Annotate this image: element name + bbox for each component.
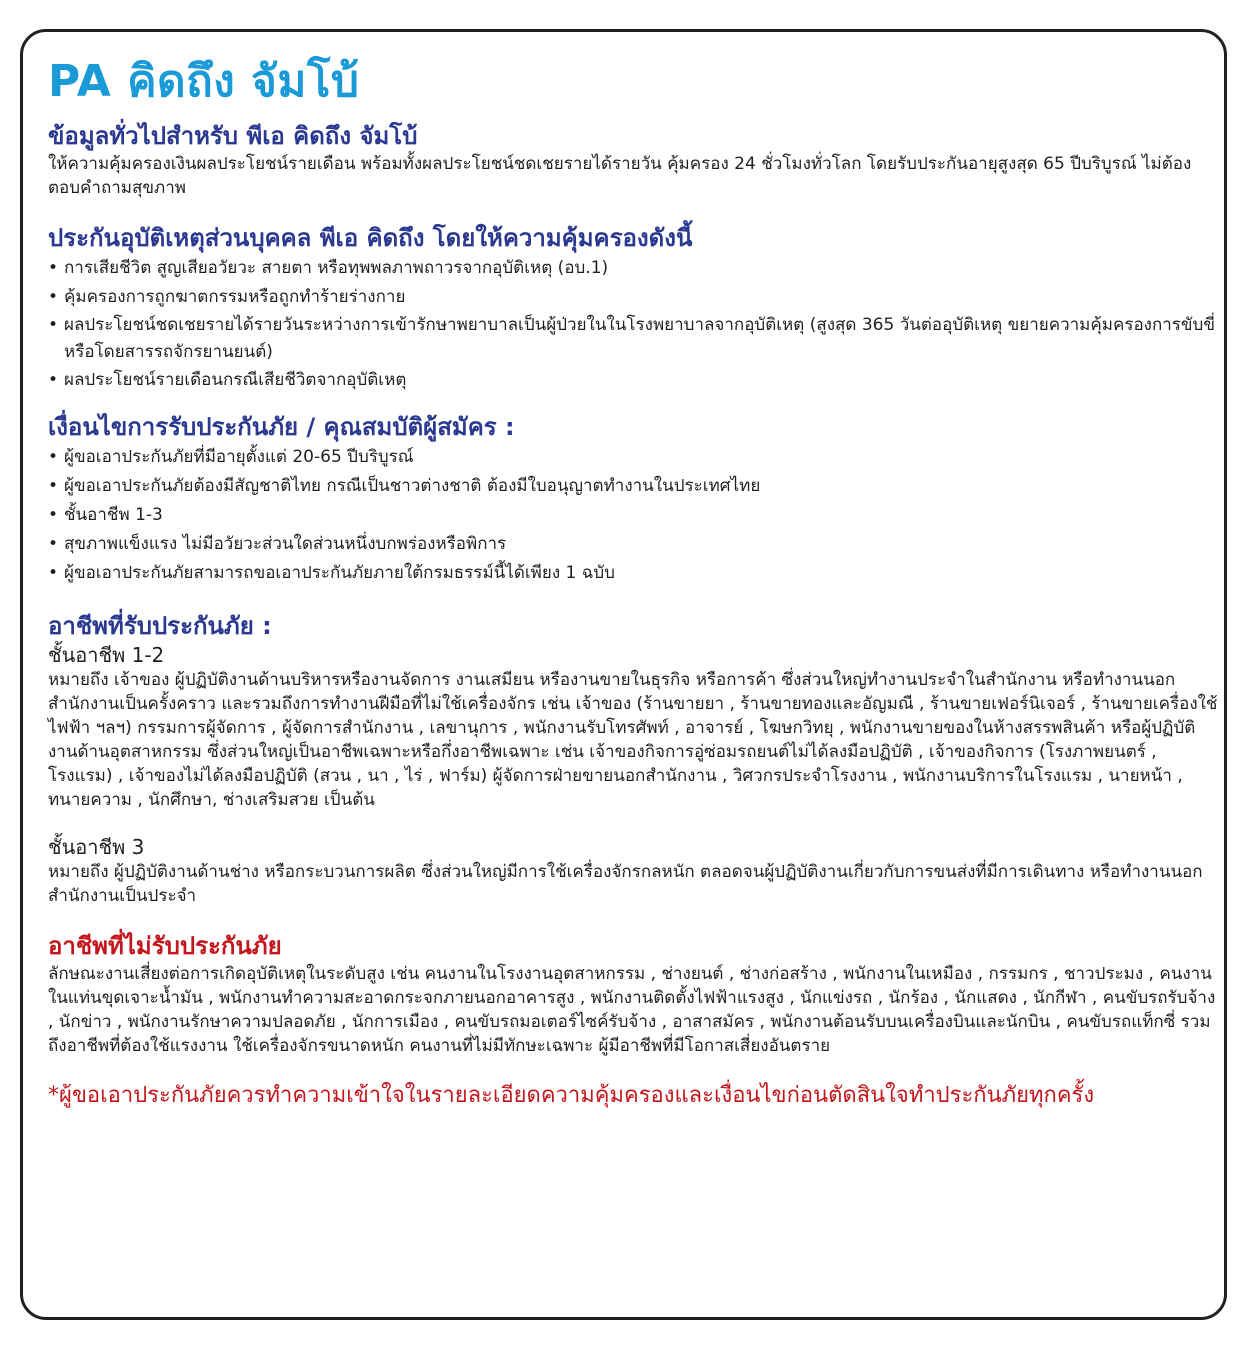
bullet-icon: • — [48, 476, 59, 496]
page-content — [48, 52, 1218, 1112]
excluded-heading: อาชีพที่ไม่รับประกันภัย — [48, 932, 282, 960]
list-item — [48, 312, 1218, 366]
bullet-icon: • — [48, 563, 59, 583]
condition-item-text: ชั้นอาชีพ 1-3 — [64, 505, 163, 525]
class-1-2-label: ชั้นอาชีพ 1-2 — [48, 643, 165, 667]
bullet-icon: • — [48, 258, 59, 278]
list-item — [48, 283, 1218, 312]
list-item — [48, 559, 1218, 588]
coverage-item-text: การเสียชีวิต สูญเสียอวัยวะ สายตา หรือทุพพลภาพถาวรจากอุบัติเหตุ (อบ.1) — [64, 258, 609, 278]
list-item — [48, 530, 1218, 559]
coverage-heading: ประกันอุบัติเหตุส่วนบุคคล พีเอ คิดถึง โดยให้ความคุ้มครองดังนี้ — [48, 224, 693, 252]
condition-item-text: สุขภาพแข็งแรง ไม่มีอวัยวะส่วนใดส่วนหนึ่งบกพร่องหรือพิการ — [64, 534, 507, 554]
bullet-icon: • — [48, 505, 59, 525]
conditions-list — [48, 443, 1218, 588]
page-title: PA คิดถึง จัมโบ้ — [48, 56, 360, 107]
list-item — [48, 443, 1218, 472]
list-item — [48, 254, 1218, 283]
class-3-label: ชั้นอาชีพ 3 — [48, 835, 145, 859]
bullet-icon: • — [48, 534, 59, 554]
list-item — [48, 501, 1218, 530]
bullet-icon: • — [48, 315, 59, 335]
class-3-text: หมายถึง ผู้ปฏิบัติงานด้านช่าง หรือกระบวนการผลิต ซึ่งส่วนใหญ่มีการใช้เครื่องจักรกลหนัก ตลอดจนผู้ปฏิบัติงานเกี่ยวกับการขนส่งที่มีการเดินทาง หรือทำงานนอกสำนักงานเป็นประจำ — [48, 862, 1203, 906]
list-item — [48, 366, 1218, 395]
coverage-item-text: ผลประโยชน์รายเดือนกรณีเสียชีวิตจากอุบัติเหตุ — [64, 370, 407, 390]
disclaimer-note: *ผู้ขอเอาประกันภัยควรทำความเข้าใจในรายละเอียดความคุ้มครองและเงื่อนไขก่อนตัดสินใจทำประกันภัยทุกครั้ง — [48, 1083, 1095, 1108]
condition-item-text: ผู้ขอเอาประกันภัยต้องมีสัญชาติไทย กรณีเป็นชาวต่างชาติ ต้องมีใบอนุญาตทำงานในประเทศไทย — [64, 476, 761, 496]
coverage-list — [48, 254, 1218, 395]
coverage-item-text: คุ้มครองการถูกฆาตกรรมหรือถูกทำร้ายร่างกาย — [64, 287, 406, 307]
conditions-heading: เงื่อนไขการรับประกันภัย / คุณสมบัติผู้สมัคร : — [48, 413, 515, 441]
coverage-item-text: ผลประโยชน์ชดเชยรายได้รายวันระหว่างการเข้ารักษาพยาบาลเป็นผู้ป่วยในในโรงพยาบาลจากอุบัติเหตุ (สูงสุด 365 วันต่ออุบัติเหตุ ขยายความคุ้มครองการขับขี่หรือโดยสารรถจักรยานยนต์) — [64, 315, 1215, 362]
condition-item-text: ผู้ขอเอาประกันภัยที่มีอายุตั้งแต่ 20-65 ปีบริบูรณ์ — [64, 447, 414, 467]
bullet-icon: • — [48, 287, 59, 307]
bullet-icon: • — [48, 370, 59, 390]
occupations-heading: อาชีพที่รับประกันภัย : — [48, 612, 272, 640]
list-item — [48, 472, 1218, 501]
general-info-heading: ข้อมูลทั่วไปสำหรับ พีเอ คิดถึง จัมโบ้ — [48, 122, 418, 150]
bullet-icon: • — [48, 447, 59, 467]
excluded-text: ลักษณะงานเสี่ยงต่อการเกิดอุบัติเหตุในระดับสูง เช่น คนงานในโรงงานอุตสาหกรรม , ช่างยนต์ , ช่างก่อสร้าง , พนักงานในเหมือง , กรรมกร , ชาวประมง , คนงานในแท่นขุดเจาะน้ำมัน , พนักงานทำความสะอาดกระจกภายนอกอาคารสูง , พนักงานติดตั้งไฟฟ้าแรงสูง , นักแข่งรถ , นักร้อง , นักแสดง , นักกีฬา , คนขับรถรับจ้าง , นักข่าว , พนักงานรักษาความปลอดภัย , นักการเมือง , คนขับรถมอเตอร์ไซค์รับจ้าง , อาสาสมัคร , พนักงานต้อนรับบนเครื่องบินและนักบิน , คนขับรถแท็กซี่ รวมถึงอาชีพที่ต้องใช้แรงงาน ใช้เครื่องจักรขนาดหนัก คนงานที่ไม่มีทักษะเฉพาะ ผู้มีอาชีพที่มีโอกาสเสี่ยงอันตราย — [48, 964, 1216, 1056]
general-info-text: ให้ความคุ้มครองเงินผลประโยชน์รายเดือน พร้อมทั้งผลประโยชน์ชดเชยรายได้รายวัน คุ้มครอง 24 ชั่วโมงทั่วโลก โดยรับประกันอายุสูงสุด 65 ปีบริบูรณ์ ไม่ต้องตอบคำถามสุขภาพ — [48, 154, 1192, 198]
class-1-2-text: หมายถึง เจ้าของ ผู้ปฏิบัติงานด้านบริหารหรืองานจัดการ งานเสมียน หรืองานขายในธุรกิจ หรือการค้า ซึ่งส่วนใหญ่ทำงานประจำในสำนักงาน หรือทำงานนอกสำนักงานเป็นครั้งคราว และรวมถึงการทำงานฝีมือที่ไม่ใช้เครื่องจักร เช่น เจ้าของ (ร้านขายยา , ร้านขายทองและอัญมณี , ร้านขายเฟอร์นิเจอร์ , ร้านขายเครื่องใช้ไฟฟ้า ฯลฯ) กรรมการผู้จัดการ , ผู้จัดการสำนักงาน , เลขานุการ , พนักงานรับโทรศัพท์ , อาจารย์ , โฆษกวิทยุ , พนักงานขายของในห้างสรรพสินค้า หรือผู้ปฏิบัติงานด้านอุตสาหกรรม ซึ่งส่วนใหญ่เป็นอาชีพเฉพาะหรือกึ่งอาชีพเฉพาะ เช่น เจ้าของกิจการอู่ซ่อมรถยนต์ไม่ได้ลงมือปฏิบัติ , เจ้าของกิจการ (โรงภาพยนตร์ , โรงแรม) , เจ้าของไม่ได้ลงมือปฏิบัติ (สวน , นา , ไร่ , ฟาร์ม) ผู้จัดการฝ่ายขายนอกสำนักงาน , วิศวกรประจำโรงงาน , พนักงานบริการในโรงแรม , นายหน้า , ทนายความ , นักศึกษา, ช่างเสริมสวย เป็นต้น — [48, 670, 1218, 810]
condition-item-text: ผู้ขอเอาประกันภัยสามารถขอเอาประกันภัยภายใต้กรมธรรม์นี้ได้เพียง 1 ฉบับ — [64, 563, 615, 583]
